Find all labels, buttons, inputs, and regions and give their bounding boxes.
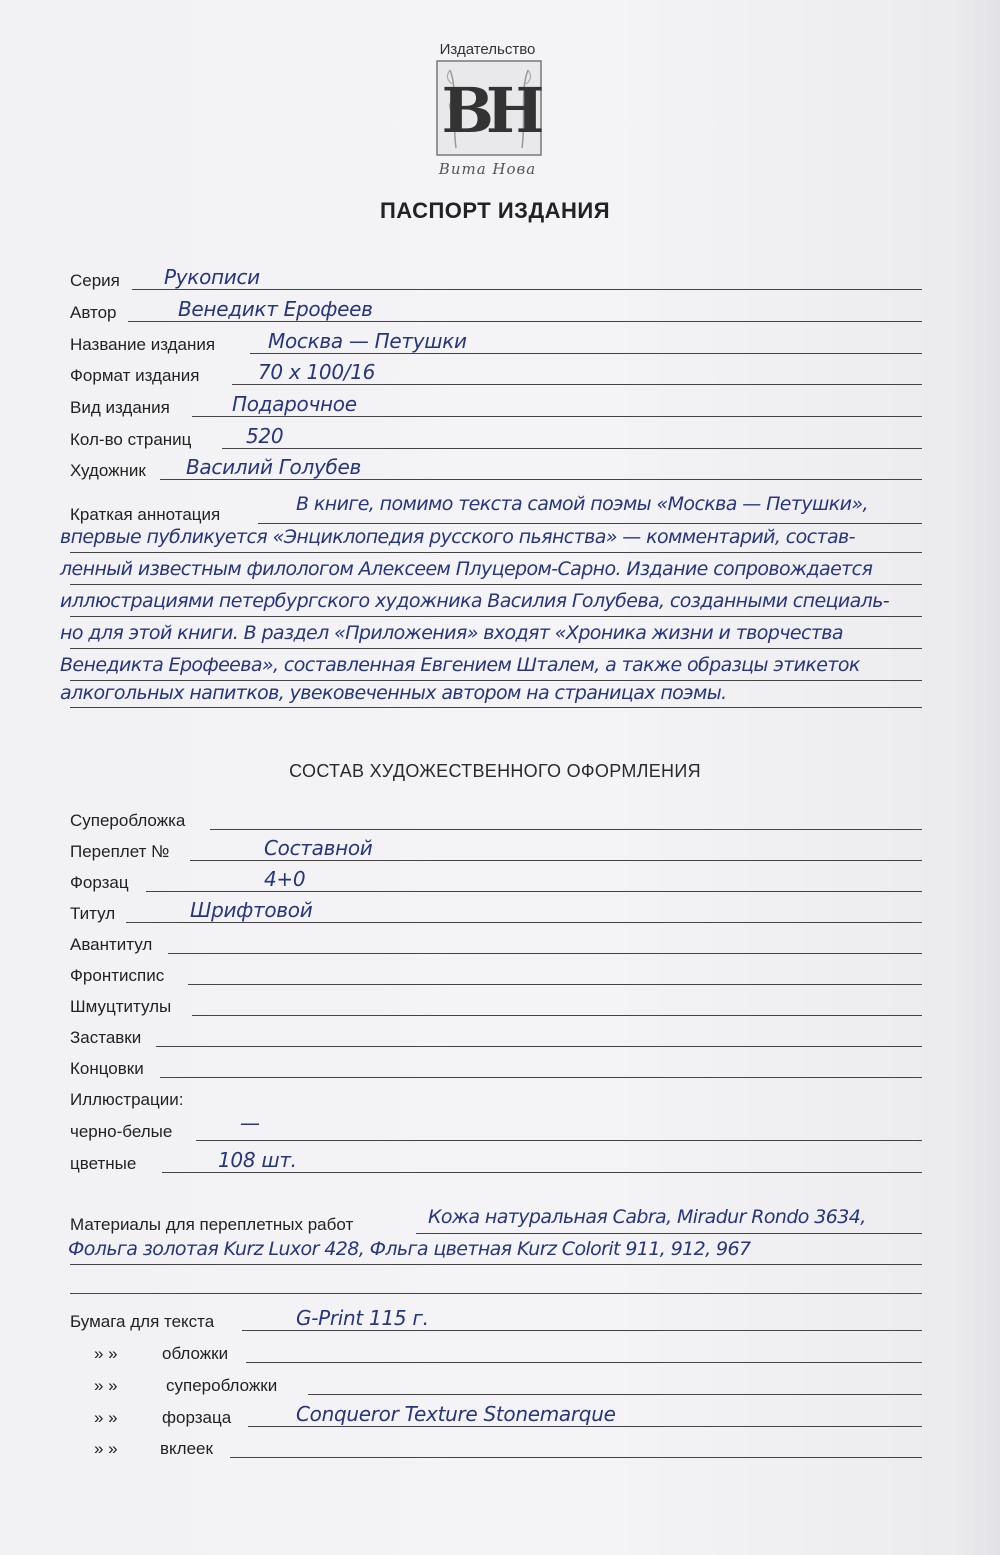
half-title-line (168, 953, 922, 954)
jacket-paper-row (70, 1367, 922, 1397)
annotation-line-4 (70, 648, 922, 649)
pages-row (70, 421, 922, 451)
edition-type-row (70, 389, 922, 419)
annotation-text-line-0: В книге, помимо текста самой поэмы «Москва — Петушки», (296, 493, 868, 515)
edition-title-line (250, 353, 922, 354)
text-paper-line (242, 1330, 922, 1331)
materials-line-1 (70, 1264, 922, 1265)
jacket-paper-label: суперобложки (166, 1376, 278, 1395)
binding-row (70, 833, 922, 863)
endpaper-paper-label: форзаца (162, 1408, 232, 1427)
jacket-paper-line (308, 1394, 922, 1395)
inserts-paper-ditto: » » (94, 1439, 118, 1458)
annotation-text-line-5: Венедикта Ерофеева», составленная Евгением Шталем, а также образцы этикеток (60, 654, 860, 676)
color-illustrations-value: 108 шт. (218, 1148, 297, 1172)
series-line (132, 289, 922, 290)
dust-jacket-row (70, 802, 922, 832)
document-title: ПАСПОРТ ИЗДАНИЯ (379, 198, 611, 223)
design-section-title: СОСТАВ ХУДОЖЕСТВЕННОГО ОФОРМЛЕНИЯ (289, 761, 701, 781)
endpaper-row (70, 864, 922, 894)
endpaper-paper-row (70, 1399, 922, 1429)
format-value: 70 x 100/16 (258, 360, 376, 384)
endpaper-paper-ditto: » » (94, 1408, 118, 1427)
annotation-text-line-4: но для этой книги. В раздел «Приложения» входят «Хроника жизни и творчества (60, 622, 843, 644)
endpaper-paper-line (248, 1426, 922, 1427)
frontispiece-row (70, 957, 922, 987)
binding-value: Составной (264, 836, 373, 860)
title-page-label: Титул (70, 904, 116, 923)
edition-type-value: Подарочное (232, 392, 357, 416)
color-illustrations-line (162, 1172, 922, 1173)
binding-line (190, 860, 922, 861)
edition-title-label: Название издания (70, 335, 216, 354)
artist-line (160, 479, 922, 480)
half-title-label: Авантитул (70, 935, 153, 954)
inserts-paper-label: вклеек (160, 1439, 213, 1458)
endpaper-line (146, 891, 922, 892)
materials-line-2 (70, 1293, 922, 1294)
materials-label: Материалы для переплетных работ (70, 1215, 354, 1234)
author-value: Венедикт Ерофеев (178, 297, 373, 321)
frontispiece-label: Фронтиспис (70, 966, 165, 985)
jacket-paper-ditto: » » (94, 1376, 118, 1395)
annotation-line-2 (70, 584, 922, 585)
title-page-line (126, 922, 922, 923)
frontispiece-line (188, 984, 922, 985)
author-line (128, 321, 922, 322)
headpieces-line (156, 1046, 922, 1047)
cover-paper-line (246, 1362, 922, 1363)
materials-text-line-1: Фольга золотая Kurz Luxor 428, Фльга цветная Kurz Colorit 911, 912, 967 (68, 1238, 751, 1260)
title-page-row (70, 895, 922, 925)
endpaper-value: 4+0 (264, 867, 306, 891)
dust-jacket-line (210, 829, 922, 830)
publisher-label: Издательство (439, 41, 536, 58)
series-value: Рукописи (164, 265, 260, 289)
color-illustrations-row (70, 1145, 922, 1175)
cover-paper-label: обложки (162, 1344, 229, 1363)
bw-illustrations-row (70, 1113, 922, 1143)
artist-label: Художник (70, 461, 146, 480)
dust-jacket-label: Суперобложка (70, 811, 186, 830)
bw-illustrations-value: — (240, 1111, 260, 1135)
cover-paper-ditto: » » (94, 1344, 118, 1363)
format-row (70, 357, 922, 387)
annotation-line-5 (70, 680, 922, 681)
text-paper-row (70, 1303, 922, 1333)
text-paper-value: G-Print 115 г. (296, 1306, 429, 1330)
tailpieces-row (70, 1050, 922, 1080)
edition-title-row (70, 326, 922, 356)
tailpieces-line (160, 1077, 922, 1078)
edition-title-value: Москва — Петушки (268, 329, 467, 353)
annotation-text-line-6: алкогольных напитков, увековеченных автором на страницах поэмы. (60, 682, 727, 704)
publisher-logo-icon (436, 60, 542, 156)
bw-illustrations-line (196, 1140, 922, 1141)
color-illustrations-label: цветные (70, 1154, 137, 1173)
title-page-value: Шрифтовой (190, 898, 313, 922)
section-titles-line (192, 1015, 922, 1016)
format-label: Формат издания (70, 366, 200, 385)
illustrations-label: Иллюстрации: (70, 1090, 184, 1109)
inserts-paper-row (70, 1430, 922, 1460)
annotation-line-6 (70, 707, 922, 708)
annotation-line-1 (70, 552, 922, 553)
binding-label: Переплет № (70, 842, 170, 861)
artist-row (70, 452, 922, 482)
materials-line-0 (416, 1233, 922, 1234)
artist-value: Василий Голубев (186, 455, 362, 479)
annotation-text-line-2: ленный известным филологом Алексеем Плуцером-Сарно. Издание сопровождается (60, 558, 873, 580)
annotation-text-line-3: иллюстрациями петербургского художника Василия Голубева, созданными специаль- (60, 590, 890, 612)
pages-value: 520 (246, 424, 284, 448)
section-titles-row (70, 988, 922, 1018)
bw-illustrations-label: черно-белые (70, 1122, 173, 1141)
section-titles-label: Шмуцтитулы (70, 997, 172, 1016)
logo-letters: ВН (441, 74, 537, 147)
text-paper-label: Бумага для текста (70, 1312, 215, 1331)
annotation-label: Краткая аннотация (70, 505, 221, 524)
cover-paper-row (70, 1335, 922, 1365)
series-label: Серия (70, 271, 120, 290)
illustrations-row (70, 1081, 922, 1111)
series-row (70, 262, 922, 292)
edition-type-label: Вид издания (70, 398, 170, 417)
logo-caption: Вита Нова (438, 160, 537, 178)
edition-type-line (192, 416, 922, 417)
endpaper-label: Форзац (70, 873, 129, 892)
author-label: Автор (70, 303, 117, 322)
headpieces-row (70, 1019, 922, 1049)
pages-label: Кол-во страниц (70, 430, 192, 449)
materials-text-line-0: Кожа натуральная Cabra, Miradur Rondo 3634, (428, 1206, 866, 1228)
tailpieces-label: Концовки (70, 1059, 144, 1078)
format-line (232, 384, 922, 385)
half-title-row (70, 926, 922, 956)
endpaper-paper-value: Conqueror Texture Stonemarque (296, 1402, 616, 1426)
inserts-paper-line (230, 1457, 922, 1458)
author-row (70, 294, 922, 324)
annotation-line-0 (258, 523, 922, 524)
annotation-text-line-1: впервые публикуется «Энциклопедия русского пьянства» — комментарий, состав- (60, 526, 855, 548)
headpieces-label: Заставки (70, 1028, 142, 1047)
annotation-line-3 (70, 616, 922, 617)
pages-line (222, 448, 922, 449)
